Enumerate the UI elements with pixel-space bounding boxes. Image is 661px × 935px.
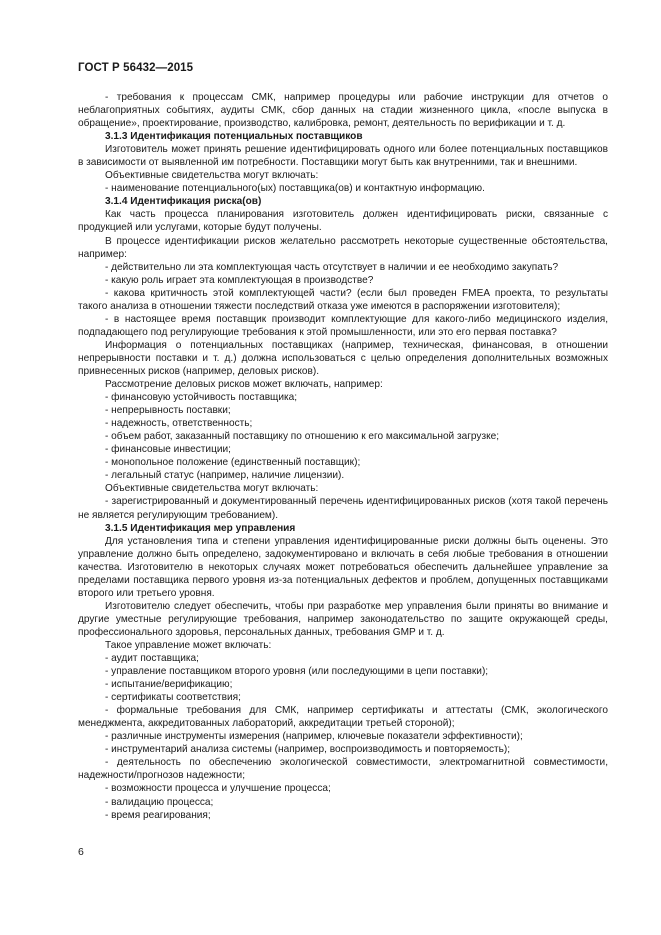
paragraph: Информация о потенциальных поставщиках (например, техническая, финансовая, в отношении непрерывности поставки и т. д.) должна использоваться с целью определения дополнительных возможных привнесенных рисков (например, деловых рисков).	[78, 339, 608, 377]
list-item: - возможности процесса и улучшение процесса;	[105, 783, 331, 795]
list-item: - в настоящее время поставщик производит комплектующие для какого-либо медицинского изделия, подпадающего под регулирующие требования к этой промышленности, или это его первая поставка?	[78, 313, 608, 338]
page-content	[78, 91, 608, 822]
paragraph: Изготовитель может принять решение идентифицировать одного или более потенциальных поставщиков в зависимости от выявленной им потребности. Поставщики могут быть как внутренними, так и внешними.	[78, 144, 608, 169]
list-item: - монопольное положение (единственный поставщик);	[105, 457, 361, 469]
paragraph: Рассмотрение деловых рисков может включать, например:	[105, 379, 383, 391]
list-item: - испытание/верификацию;	[105, 679, 233, 691]
list-item: - зарегистрированный и документированный перечень идентифицированных рисков (хотя такой перечень не является регулирующим требованием).	[78, 496, 608, 521]
list-item: - непрерывность поставки;	[105, 405, 231, 417]
paragraph: Изготовителю следует обеспечить, чтобы при разработке мер управления были приняты во внимание и другие уместные регулирующие требования, например законодательство по защите окружающей среды, профессионального здоровья, персональных данных, требования GMP и т. д.	[78, 600, 608, 638]
paragraph: Объективные свидетельства могут включать:	[105, 483, 319, 495]
paragraph: - требования к процессам СМК, например процедуры или рабочие инструкции для отчетов о неблагоприятных событиях, аудиты СМК, сбор данных на стадии жизненного цикла, «после выпуска в обращение», проектирование, производство, калибровка, ремонт, деятельность по верификации и т. д.	[78, 92, 608, 130]
list-item: - наименование потенциального(ых) поставщика(ов) и контактную информацию.	[105, 183, 485, 195]
list-item: - валидацию процесса;	[105, 796, 214, 808]
list-item: - финансовые инвестиции;	[105, 444, 231, 456]
paragraph: Такое управление может включать:	[105, 639, 272, 651]
list-item: - действительно ли эта комплектующая часть отсутствует в наличии и ее необходимо закупать?	[105, 261, 559, 273]
list-item: - различные инструменты измерения (например, ключевые показатели эффективности);	[105, 731, 523, 743]
list-item: - аудит поставщика;	[105, 653, 199, 665]
list-item: - объем работ, заказанный поставщику по отношению к его максимальной загрузке;	[105, 431, 500, 443]
list-item: - какую роль играет эта комплектующая в производстве?	[105, 274, 374, 286]
paragraph: Для установления типа и степени управления идентифицированные риски должны быть оценены. Это управление должно быть определено, задокументировано и включать в себя любые требования в отношении качества. Изготовителю в некоторых случаях может потребоваться обеспечить дальнейшее управление за пределами поставщика первого уровня из-за потенциальных дефектов и проблем, допущенных поставщиками второго или третьего уровня.	[78, 535, 608, 599]
list-item: - сертификаты соответствия;	[105, 692, 241, 704]
section-heading: 3.1.4 Идентификация риска(ов)	[105, 196, 262, 208]
list-item: - надежность, ответственность;	[105, 418, 253, 430]
list-item: - легальный статус (например, наличие лицензии).	[105, 470, 345, 482]
section-heading: 3.1.3 Идентификация потенциальных поставщиков	[105, 131, 363, 143]
list-item: - инструментарий анализа системы (например, воспроизводимость и повторяемость);	[105, 744, 511, 756]
list-item: - управление поставщиком второго уровня (или последующими в цепи поставки);	[105, 666, 489, 678]
list-item: - какова критичность этой комплектующей части? (если был проведен FMEA проекта, то результаты такого анализа в отношении тяжести последствий отказа уже имеются в распоряжении изготовителя);	[78, 287, 608, 312]
paragraph: Объективные свидетельства могут включать:	[105, 170, 319, 182]
section-heading: 3.1.5 Идентификация мер управления	[105, 522, 296, 534]
paragraph: Как часть процесса планирования изготовитель должен идентифицировать риски, связанные с продукцией или услугами, которые будут получены.	[78, 209, 608, 234]
list-item: - формальные требования для СМК, например сертификаты и аттестаты (СМК, экологического менеджмента, аккредитованных лабораторий, аккредитации третьей стороной);	[78, 705, 608, 730]
list-item: - время реагирования;	[105, 809, 211, 821]
document-header: ГОСТ Р 56432—2015	[78, 62, 194, 74]
paragraph: В процессе идентификации рисков желательно рассмотреть некоторые существенные обстоятельства, например:	[78, 235, 608, 260]
list-item: - деятельность по обеспечению экологической совместимости, электромагнитной совместимости, надежности/прогнозов надежности;	[78, 757, 608, 782]
page-number: 6	[78, 846, 84, 858]
list-item: - финансовую устойчивость поставщика;	[105, 392, 298, 404]
